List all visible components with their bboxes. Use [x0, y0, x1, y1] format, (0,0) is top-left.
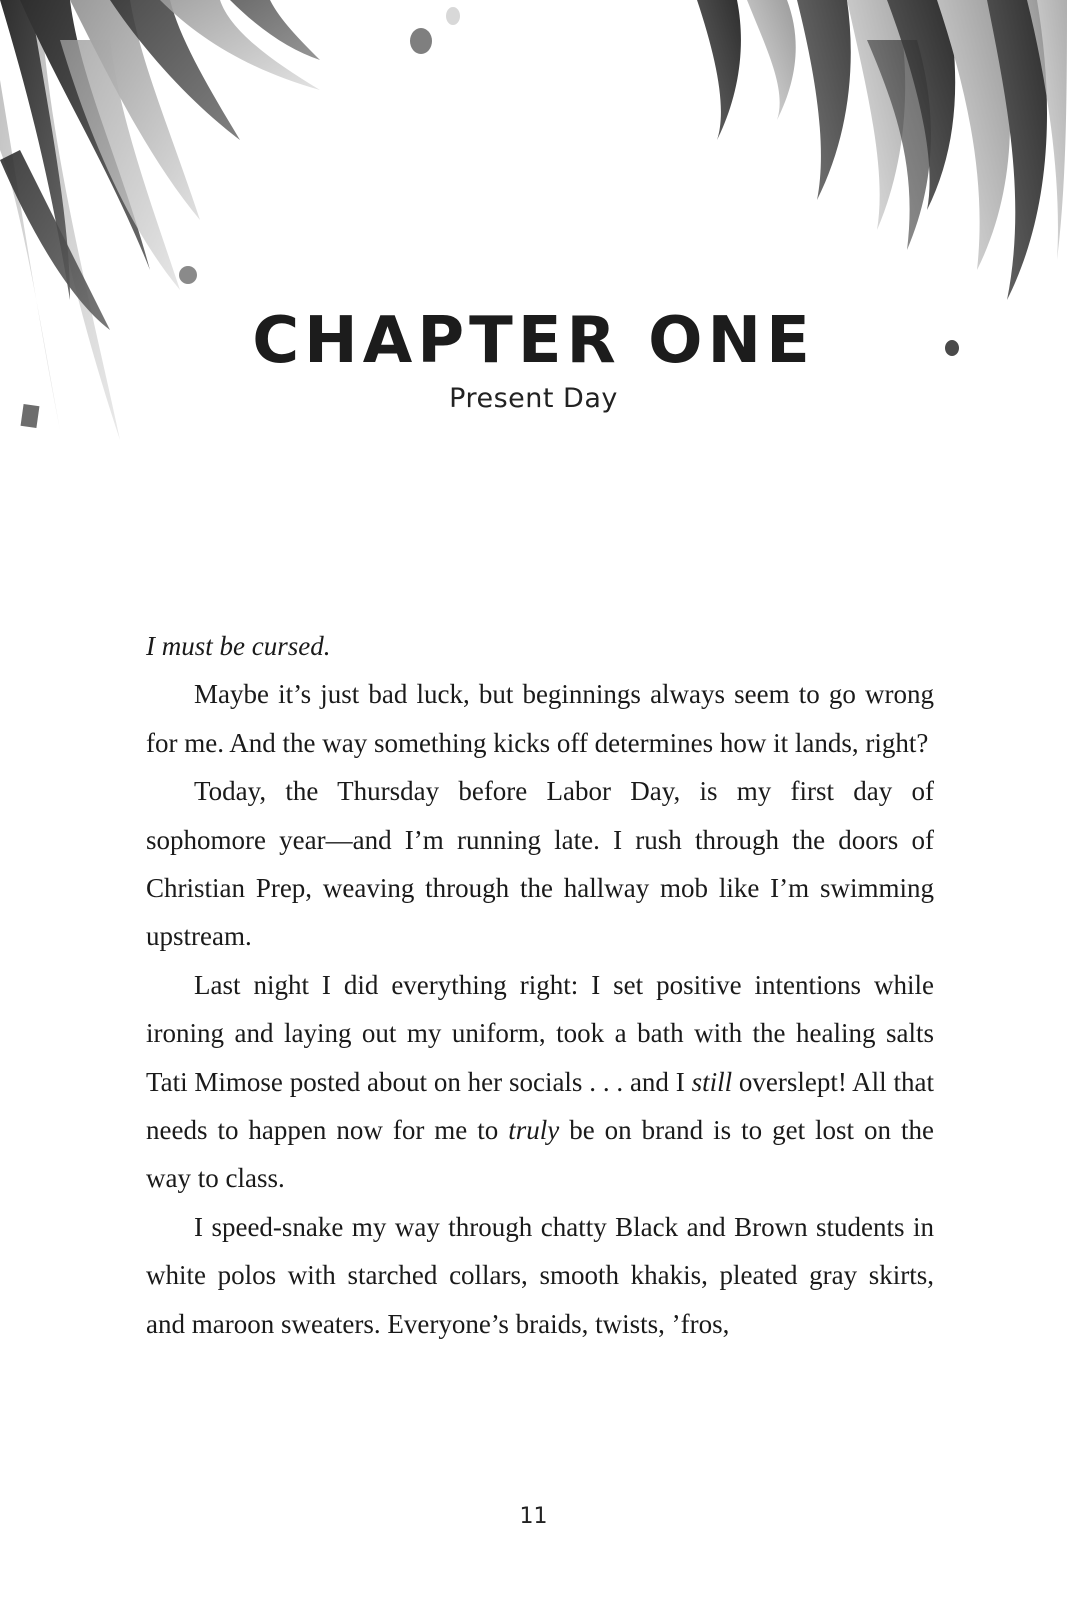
page-number: 11 — [519, 1504, 548, 1529]
paragraph-1 — [146, 622, 934, 670]
paragraph-4-em-still: still — [691, 1066, 733, 1097]
chapter-body — [146, 622, 934, 1348]
paragraph-5: I speed-snake my way through chatty Black and Brown students in white polos with starched collars, smooth khakis, pleated gray skirts, and maroon sweaters. Everyone’s braids, twists, ’fros, — [146, 1211, 934, 1339]
feathers-right-icon — [687, 0, 1067, 330]
paragraph-4-em-truly: truly — [508, 1115, 560, 1146]
paragraph-4-part1: Last night I did everything right: I set positive intentions while ironing and laying out my uniform, took a bath with the healing salts Tati Mimose posted about on her socials . . . and I — [146, 969, 934, 1097]
floating-dots-icon — [405, 0, 475, 70]
paragraph-2: Maybe it’s just bad luck, but beginnings always seem to go wrong for me. And the way something kicks off determines how it lands, right? — [146, 679, 934, 758]
paragraph-4 — [146, 961, 934, 1203]
chapter-title: CHAPTER ONE — [252, 304, 815, 378]
paragraph-1-italic: I must be cursed. — [146, 631, 331, 661]
paragraph-4-part3: be on brand is to get lost on the way to class. — [146, 1115, 934, 1194]
paragraph-4-part2: overslept! All that needs to happen now for me to — [146, 1066, 934, 1146]
paragraph-3: Today, the Thursday before Labor Day, is my first day of sophomore year—and I’m running late. I rush through the doors of Christian Prep, weaving through the hallway mob like I’m swimming upstream. — [146, 776, 934, 952]
chapter-heading — [0, 305, 1067, 414]
chapter-subtitle: Present Day — [449, 383, 618, 414]
